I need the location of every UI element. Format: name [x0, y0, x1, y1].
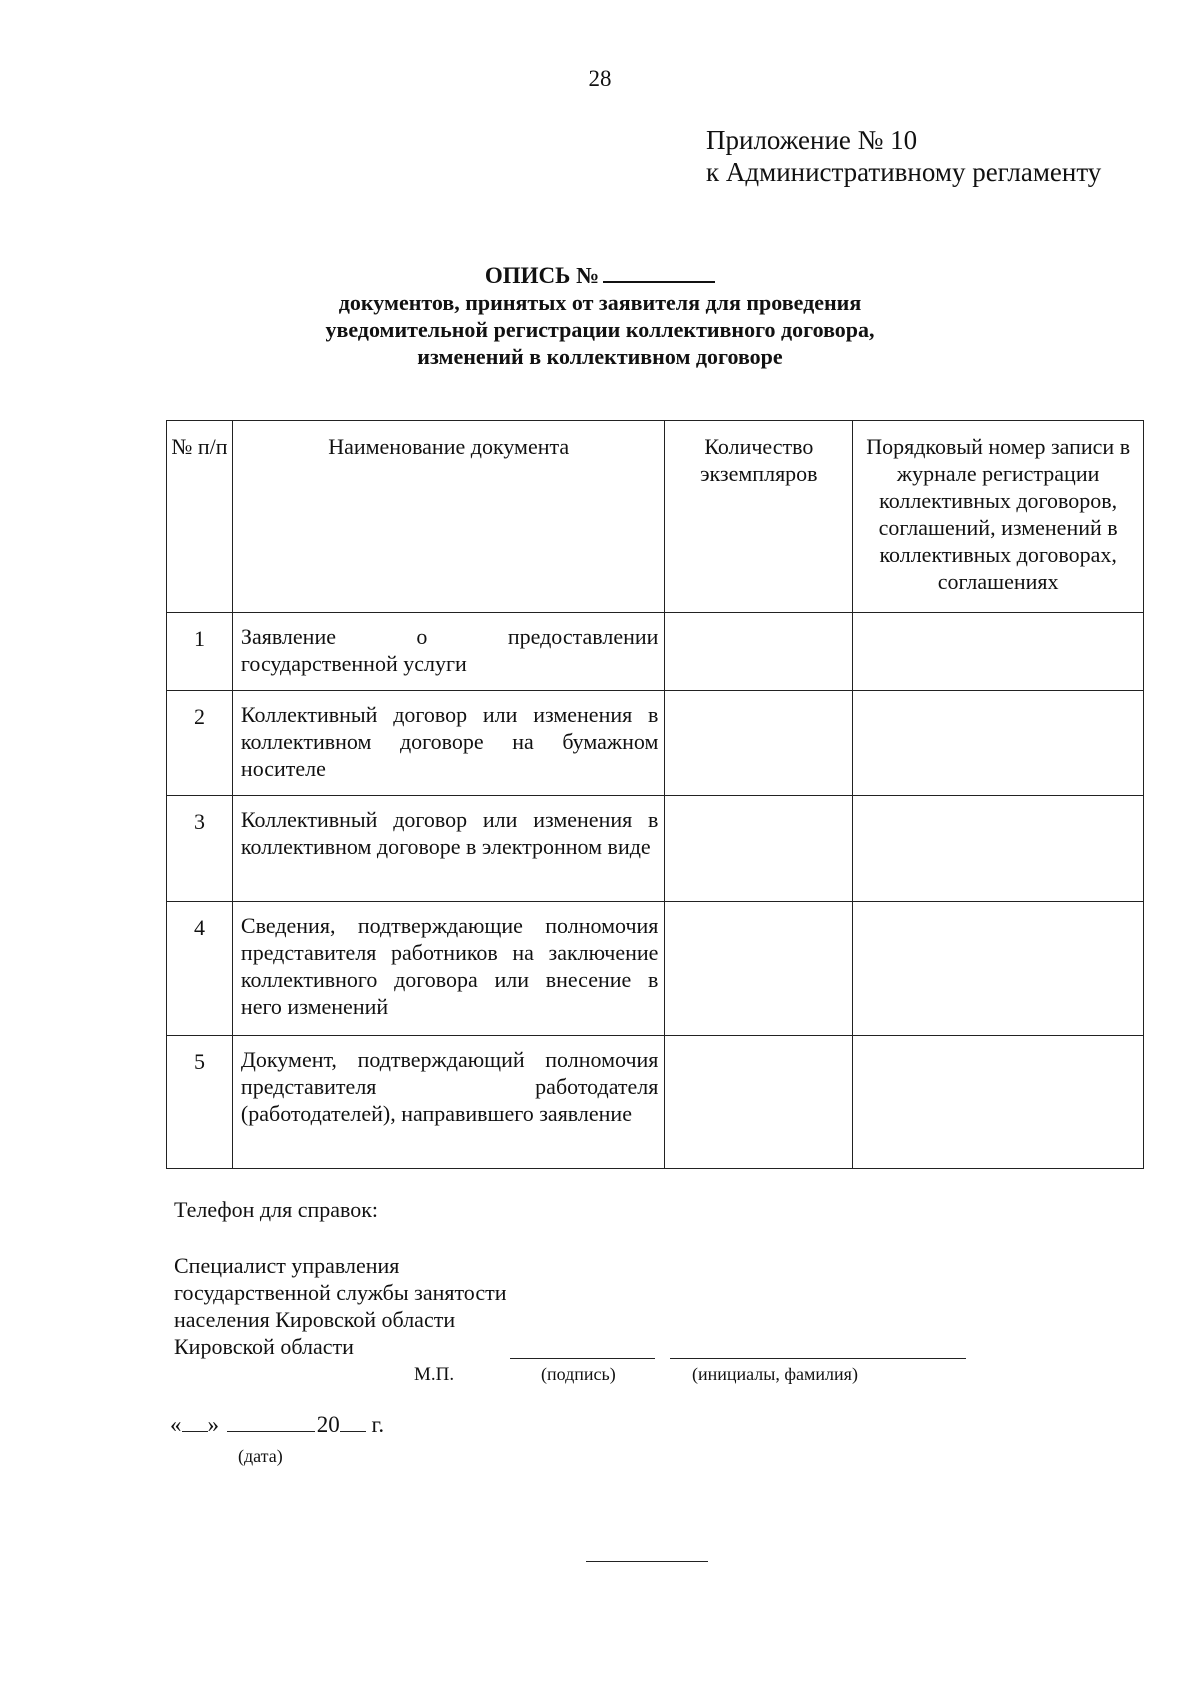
signature-line[interactable] — [510, 1358, 655, 1359]
documents-table — [166, 420, 1144, 1169]
appendix-number: Приложение № 10 — [706, 125, 918, 155]
row-num: 4 — [167, 902, 233, 1036]
row-name: Сведения, подтверждающие полномочия представителя работников на заключение коллективного договора или внесение в него изменений — [232, 902, 664, 1036]
name-caption: (инициалы, фамилия) — [692, 1364, 858, 1384]
table-row — [167, 613, 1144, 691]
row-count-cell[interactable] — [665, 902, 853, 1036]
inventory-number-line — [0, 262, 1200, 289]
inventory-number-blank[interactable] — [603, 263, 715, 283]
row-record-cell[interactable] — [853, 902, 1144, 1036]
table-header-row — [167, 421, 1144, 613]
row-record-cell[interactable] — [853, 613, 1144, 691]
appendix-heading — [706, 124, 1101, 188]
date-caption: (дата) — [238, 1446, 283, 1466]
date-field — [170, 1412, 384, 1438]
row-count-cell[interactable] — [665, 691, 853, 796]
month-blank[interactable] — [227, 1415, 315, 1432]
year-prefix: 20 — [316, 1412, 340, 1437]
row-num: 2 — [167, 691, 233, 796]
specialist-line-2: государственной службы занятости — [174, 1280, 507, 1305]
row-count-cell[interactable] — [665, 613, 853, 691]
table-row — [167, 1036, 1144, 1169]
row-record-cell[interactable] — [853, 1036, 1144, 1169]
table-row — [167, 691, 1144, 796]
row-num: 1 — [167, 613, 233, 691]
year-blank[interactable] — [340, 1415, 366, 1432]
header-count: Количество экземпляров — [665, 421, 853, 613]
header-name: Наименование документа — [232, 421, 664, 613]
row-name: Коллективный договор или изменения в коллективном договоре в электронном виде — [232, 796, 664, 902]
date-close-quote: » — [207, 1412, 219, 1437]
specialist-line-1: Специалист управления — [174, 1253, 400, 1278]
table-row — [167, 796, 1144, 902]
date-open-quote: « — [170, 1412, 182, 1437]
signature-caption: (подпись) — [541, 1364, 616, 1384]
row-record-cell[interactable] — [853, 796, 1144, 902]
title-line-2: документов, принятых от заявителя для проведения — [338, 290, 862, 315]
day-blank[interactable] — [182, 1415, 208, 1432]
inventory-label: ОПИСЬ № — [484, 263, 600, 288]
footer-divider — [586, 1561, 708, 1562]
specialist-block — [174, 1252, 507, 1360]
page-number: 28 — [588, 66, 612, 91]
row-name: Заявление о предоставлении государственной услуги — [232, 613, 664, 691]
appendix-reference: к Административному регламенту — [706, 157, 1102, 187]
specialist-line-3: населения Кировской области — [174, 1307, 456, 1332]
document-title — [0, 262, 1200, 370]
title-line-3: уведомительной регистрации коллективного договора, — [325, 317, 875, 342]
specialist-line-4: Кировской области — [174, 1334, 354, 1359]
row-num: 3 — [167, 796, 233, 902]
stamp-label: М.П. — [414, 1364, 455, 1385]
name-line[interactable] — [670, 1358, 966, 1359]
row-name: Коллективный договор или изменения в коллективном договоре на бумажном носителе — [232, 691, 664, 796]
row-count-cell[interactable] — [665, 796, 853, 902]
header-num: № п/п — [167, 421, 233, 613]
phone-label: Телефон для справок: — [174, 1197, 379, 1222]
row-record-cell[interactable] — [853, 691, 1144, 796]
title-line-4: изменений в коллективном договоре — [417, 344, 783, 369]
row-name: Документ, подтверждающий полномочия представителя работодателя (работодателей), направившего заявление — [232, 1036, 664, 1169]
header-record: Порядковый номер записи в журнале регистрации коллективных договоров, соглашений, изменений в коллективных договорах, соглашениях — [853, 421, 1144, 613]
table-row — [167, 902, 1144, 1036]
row-count-cell[interactable] — [665, 1036, 853, 1169]
year-suffix: г. — [371, 1412, 385, 1437]
row-num: 5 — [167, 1036, 233, 1169]
